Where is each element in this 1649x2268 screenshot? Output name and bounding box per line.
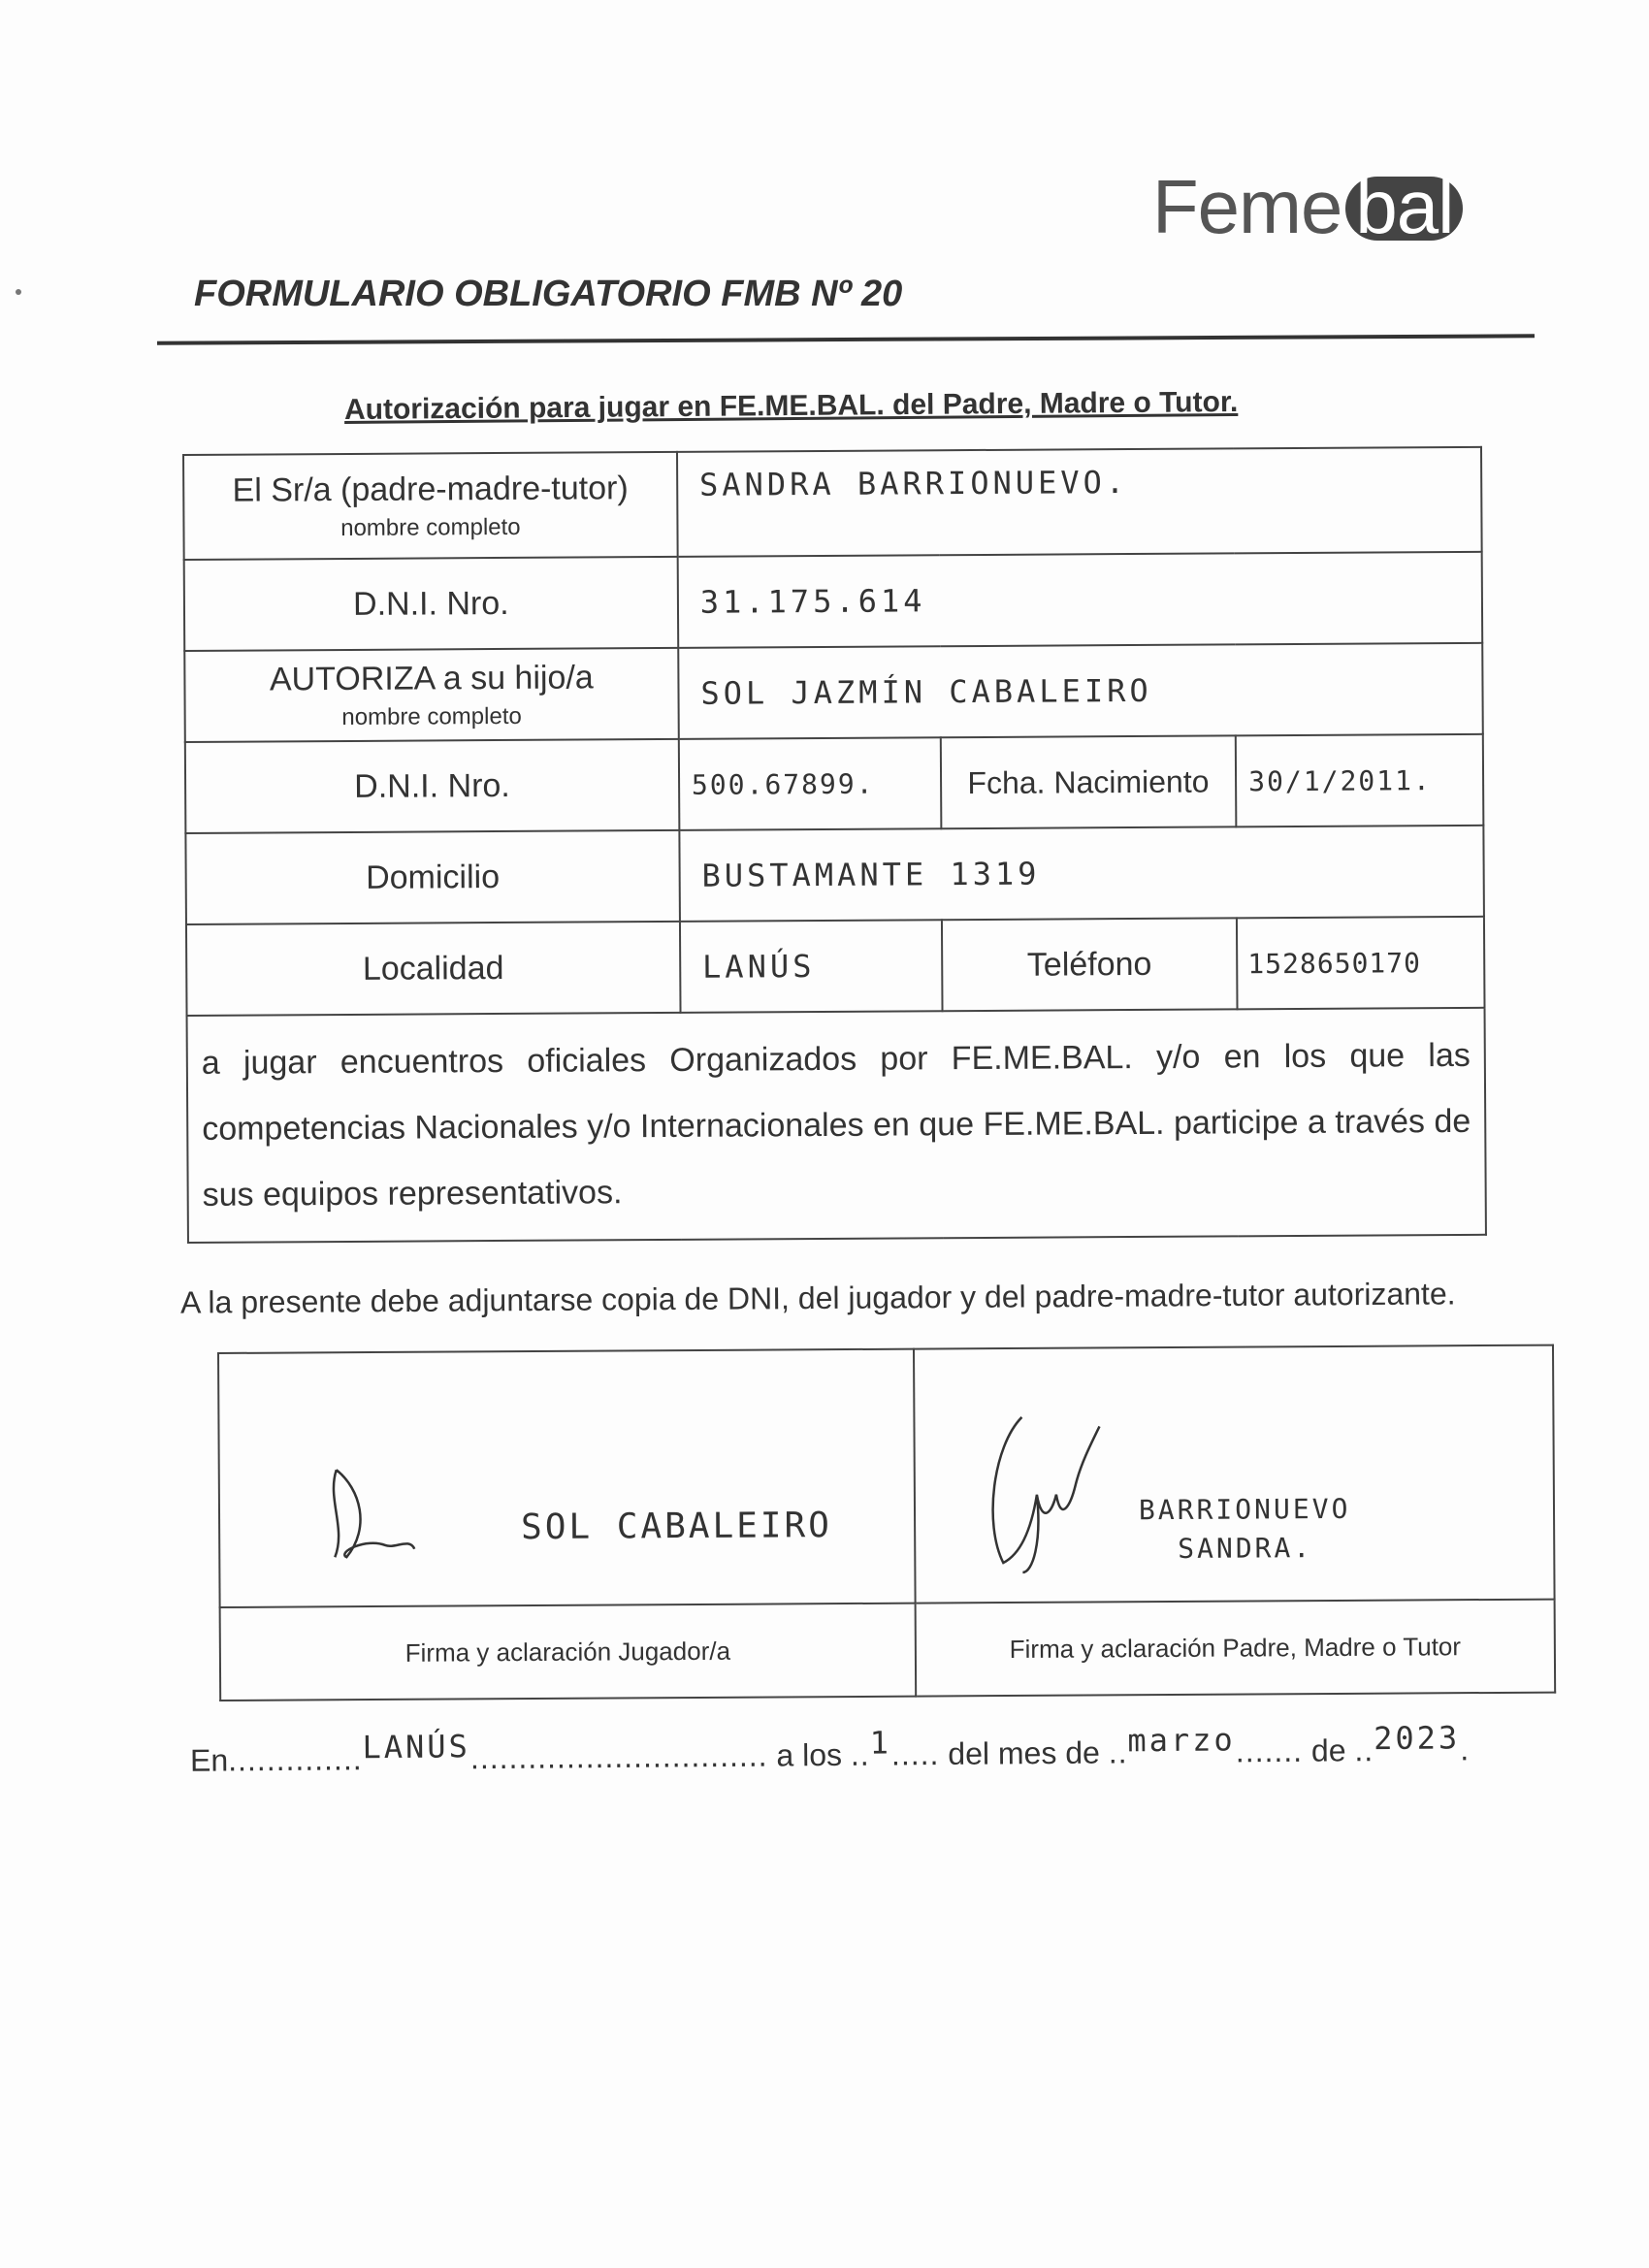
form-title: FORMULARIO OBLIGATORIO FMB Nº 20 (194, 274, 903, 314)
player-name-print: SOL CABALEIRO (520, 1506, 832, 1548)
femebal-logo (1152, 163, 1521, 260)
parent-dni-row (184, 552, 1483, 651)
parent-sublabel: nombre completo (340, 513, 521, 541)
de-label: de (1310, 1733, 1346, 1768)
day-dots-tail: ..... (890, 1736, 940, 1772)
attachment-note: A la presente debe adjuntarse copia de DNI, del jugador y del padre-madre-tutor autorizante. (179, 1276, 1456, 1320)
logo-text: Feme (1152, 164, 1342, 249)
locality-row (186, 917, 1485, 1016)
child-sublabel: nombre completo (341, 702, 522, 730)
phone-field[interactable]: 1528650170 (1237, 917, 1484, 1010)
child-name-field[interactable]: SOL JAZMÍN CABALEIRO (678, 643, 1483, 739)
parent-signature-box[interactable] (914, 1345, 1555, 1604)
parent-signature-caption: Firma y aclaración Padre, Madre o Tutor (916, 1600, 1556, 1697)
parent-name-print-line1: BARRIONUEVO (1138, 1492, 1351, 1527)
year-field[interactable]: 2023 (1373, 1719, 1461, 1758)
address-field[interactable]: BUSTAMANTE 1319 (679, 826, 1484, 922)
form-subtitle: Autorización para jugar en FE.ME.BAL. del Padre, Madre o Tutor. (343, 385, 1239, 427)
child-label-cell (184, 648, 678, 742)
year-period: . (1460, 1732, 1470, 1767)
parent-name-field[interactable]: SANDRA BARRIONUEVO. (677, 447, 1482, 557)
child-row (184, 643, 1483, 742)
address-label: Domicilio (185, 830, 679, 924)
year-dots: .. (1354, 1733, 1374, 1768)
child-dni-label: D.N.I. Nro. (185, 739, 679, 833)
place-dots: .............. (228, 1741, 363, 1778)
authorization-table (182, 446, 1487, 1244)
signature-table (217, 1345, 1556, 1701)
place-dots-tail: ............................... (469, 1737, 768, 1776)
player-signature (317, 1460, 425, 1568)
phone-label: Teléfono (942, 918, 1238, 1011)
parent-dni-label: D.N.I. Nro. (184, 557, 678, 651)
parent-label: El Sr/a (padre-madre-tutor) (232, 469, 629, 509)
mes-label: del mes de (948, 1734, 1100, 1771)
paragraph-row (187, 1008, 1486, 1243)
month-dots: .. (1108, 1734, 1128, 1770)
birth-date-field[interactable]: 30/1/2011. (1236, 734, 1483, 827)
header-divider (157, 334, 1535, 344)
date-line (189, 1719, 1470, 1779)
locality-label: Localidad (186, 922, 680, 1016)
month-dots-tail: ....... (1235, 1733, 1304, 1769)
parent-label-cell (183, 452, 678, 560)
month-field[interactable]: marzo (1127, 1721, 1236, 1760)
birth-date-label: Fcha. Nacimiento (940, 735, 1236, 828)
parent-signature (963, 1407, 1119, 1582)
player-signature-caption: Firma y aclaración Jugador/a (220, 1604, 917, 1701)
scan-speck (16, 289, 21, 295)
logo-pill: bal (1345, 177, 1463, 241)
parent-row (183, 447, 1482, 560)
child-dni-row (185, 734, 1484, 833)
child-label: AUTORIZA a su hijo/a (269, 658, 594, 697)
en-label: En (189, 1742, 229, 1778)
day-field[interactable]: 1 (869, 1724, 892, 1762)
address-row (185, 826, 1484, 924)
place-field[interactable]: LANÚS (362, 1728, 471, 1766)
child-dni-field[interactable]: 500.67899. (679, 737, 941, 830)
day-dots: .. (850, 1736, 870, 1772)
locality-field[interactable]: LANÚS (680, 920, 942, 1013)
authorization-paragraph: a jugar encuentros oficiales Organizados por FE.ME.BAL. y/o en los que las competencias Nacionales y/o Internacionales en que FE.ME.BAL. participe a través de sus equipos representativos. (187, 1008, 1486, 1243)
player-signature-box[interactable] (218, 1349, 916, 1607)
parent-dni-field[interactable]: 31.175.614 (678, 552, 1483, 648)
a-los-label: a los (776, 1736, 843, 1773)
parent-name-print-line2: SANDRA. (1178, 1532, 1313, 1565)
